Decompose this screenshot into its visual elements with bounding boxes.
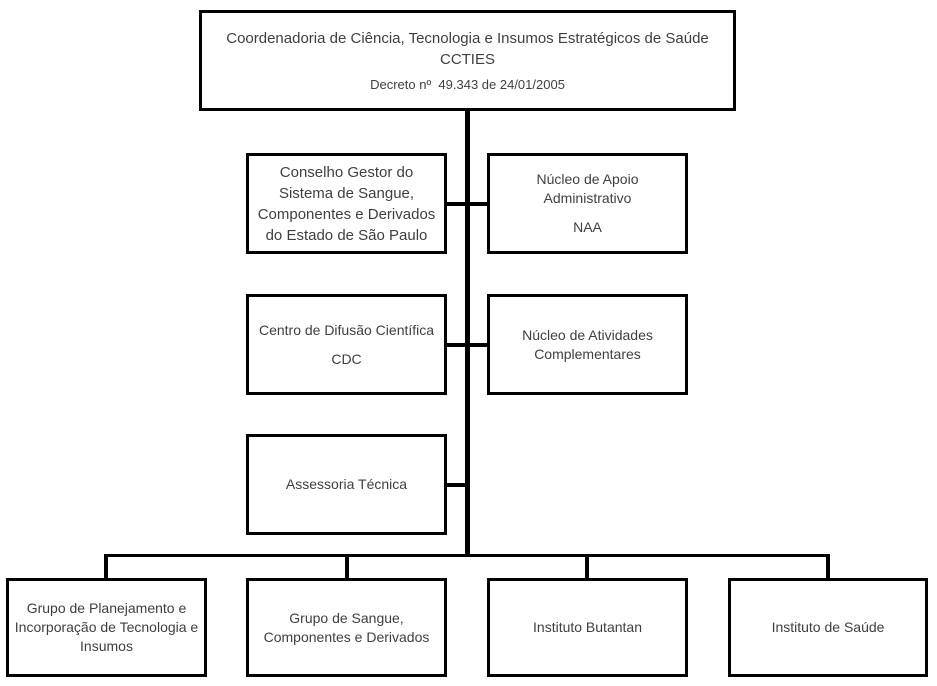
node-label-line: Grupo de Planejamento e: [26, 600, 187, 616]
node-instituto-saude: [728, 578, 928, 677]
node-label-line: Núcleo de Atividades: [522, 326, 653, 343]
node-label-line: Complementares: [534, 345, 641, 362]
node-label-line: Incorporação de Tecnologia e: [14, 619, 199, 635]
node-label-line: Instituto Butantan: [533, 619, 642, 635]
connector-drop-grupo-sangue: [345, 554, 349, 578]
node-label-line: Instituto de Saúde: [771, 619, 885, 635]
node-label-line: Centro de Difusão Científica: [258, 321, 435, 338]
node-label-line: Insumos: [80, 638, 133, 654]
node-root-decree: Decreto nº 49.343 de 24/01/2005: [370, 76, 565, 92]
node-nucleo-apoio-administrativo: [487, 153, 688, 254]
node-acronym: NAA: [573, 219, 602, 235]
node-label-line: Administrativo: [543, 190, 632, 206]
node-root-ccties: [199, 10, 736, 111]
node-label-line: Assessoria Técnica: [285, 476, 408, 492]
node-grupo-planejamento: [6, 578, 207, 677]
node-acronym: CDC: [331, 350, 362, 367]
node-assessoria-tecnica: [246, 434, 447, 535]
node-label-line: Conselho Gestor do: [279, 163, 414, 181]
node-root-acronym: CCTIES: [439, 50, 495, 68]
node-root-title: Coordenadoria de Ciência, Tecnologia e Insumos Estratégicos de Saúde: [226, 29, 709, 47]
node-label-line: Grupo de Sangue,: [289, 609, 404, 626]
node-conselho-gestor: [246, 153, 447, 254]
node-grupo-sangue: [246, 578, 447, 677]
node-nucleo-atividades-complementares: [487, 294, 688, 395]
connector-row4-horizontal: [447, 483, 469, 487]
node-label-line: Componentes e Derivados: [257, 205, 436, 223]
node-label-line: Componentes e Derivados: [263, 628, 430, 645]
connector-trunk-vertical: [465, 111, 470, 557]
node-centro-difusao-cientifica: [246, 294, 447, 395]
node-label-line: Sistema de Sangue,: [278, 184, 415, 202]
connector-drop-instituto-butantan: [585, 554, 589, 578]
connector-row3-horizontal: [447, 343, 487, 347]
connector-drop-grupo-planejamento: [104, 554, 108, 578]
connector-bottom-rail: [104, 554, 830, 557]
node-instituto-butantan: [487, 578, 688, 677]
node-label-line: do Estado de São Paulo: [265, 226, 428, 244]
connector-row2-horizontal: [447, 202, 487, 206]
node-label-line: Núcleo de Apoio: [536, 171, 639, 187]
connector-drop-instituto-saude: [826, 554, 830, 578]
